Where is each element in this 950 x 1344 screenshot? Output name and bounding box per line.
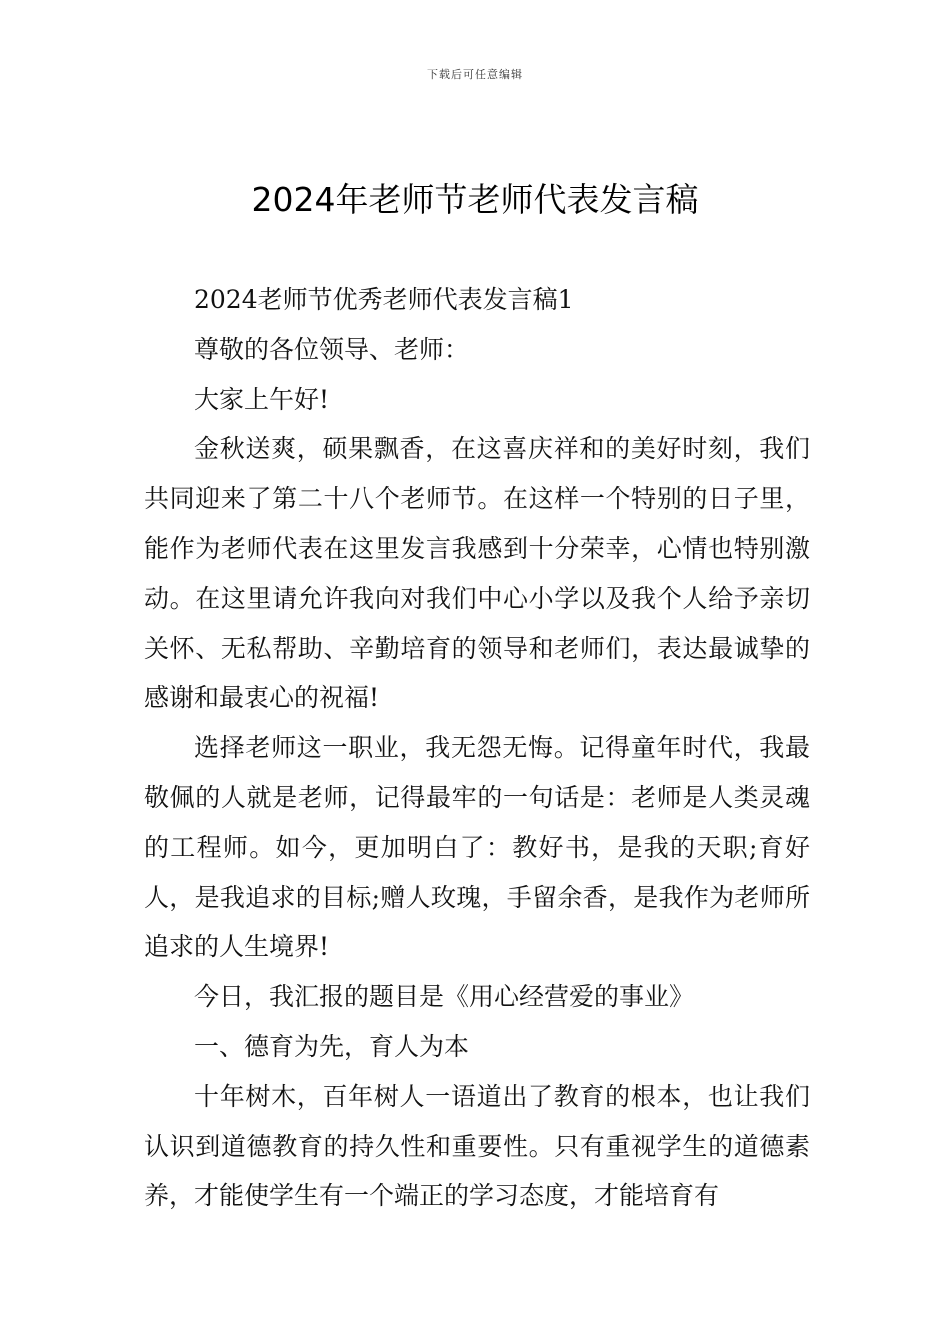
header-note: 下载后可任意编辑: [427, 68, 523, 81]
body-paragraph: 十年树木，百年树人一语道出了教育的根本，也让我们认识到道德教育的持久性和重要性。只有重视学生的道德素养，才能使学生有一个端正的学习态度，才能培育有: [144, 1081, 810, 1211]
subtitle-paragraph: 2024老师节优秀老师代表发言稿1: [194, 285, 574, 314]
salutation-paragraph: 尊敬的各位领导、老师：: [194, 334, 470, 364]
body-paragraph: 选择老师这一职业，我无怨无悔。记得童年时代，我最敬佩的人就是老师，记得最牢的一句话是：老师是人类灵魂的工程师。如今，更加明白了：教好书，是我的天职;育好人，是我追求的目标;赠人玫瑰，手留余香，是我作为老师所追求的人生境界!: [144, 733, 810, 962]
body-paragraph: 金秋送爽，硕果飘香，在这喜庆祥和的美好时刻，我们共同迎来了第二十八个老师节。在这样一个特别的日子里，能作为老师代表在这里发言我感到十分荣幸，心情也特别激动。在这里请允许我向对我们中心小学以及我个人给予亲切关怀、无私帮助、辛勤培育的领导和老师们，表达最诚挚的感谢和最衷心的祝福!: [144, 434, 810, 713]
greeting-paragraph: 大家上午好!: [194, 384, 330, 414]
topic-paragraph: 今日，我汇报的题目是《用心经营爱的事业》: [194, 982, 695, 1012]
document-body: [144, 275, 810, 1221]
section-heading: 一、德育为先，育人为本: [194, 1031, 470, 1061]
document-title: 2024年老师节老师代表发言稿: [251, 180, 699, 219]
